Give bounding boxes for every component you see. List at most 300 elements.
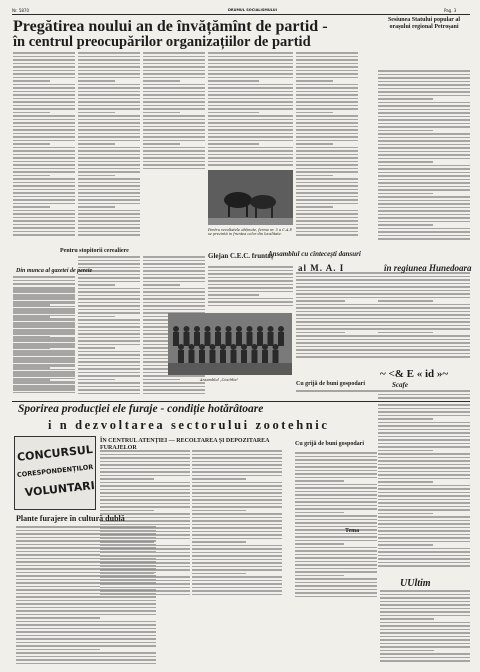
text-line — [378, 404, 470, 406]
text-line — [295, 470, 377, 472]
text-line — [16, 652, 156, 654]
text-line — [192, 513, 282, 515]
text-line — [295, 589, 377, 591]
text-line — [378, 328, 470, 330]
text-line — [143, 382, 205, 384]
text-line — [78, 344, 140, 346]
text-line — [13, 390, 75, 392]
text-line — [13, 91, 75, 93]
text-line — [143, 295, 205, 297]
text-line — [13, 143, 50, 145]
text-line — [296, 279, 378, 281]
text-line — [16, 526, 156, 528]
text-line — [296, 84, 358, 86]
text-line — [13, 73, 75, 75]
text-line — [78, 157, 140, 159]
text-line — [13, 231, 75, 233]
text-line — [296, 101, 358, 103]
person-figure — [226, 326, 232, 332]
text-line — [378, 537, 470, 539]
text-line — [378, 499, 470, 501]
text-line — [100, 471, 190, 473]
person-figure — [173, 332, 179, 346]
text-line — [16, 663, 156, 665]
text-line — [378, 126, 470, 128]
text-line — [192, 566, 282, 568]
text-line — [378, 119, 470, 121]
text-line — [78, 154, 140, 156]
text-line — [13, 386, 75, 388]
text-line — [296, 56, 358, 58]
person-figure — [205, 326, 211, 332]
text-line — [143, 70, 205, 72]
person-figure — [247, 332, 253, 346]
text-line — [296, 304, 378, 306]
text-line — [378, 415, 470, 417]
text-line — [208, 150, 293, 152]
page-number: Pag. 3 — [444, 8, 457, 13]
text-line — [78, 386, 140, 388]
text-line — [13, 323, 75, 325]
text-line — [295, 459, 377, 461]
group-illustration — [168, 313, 292, 375]
scafe-heading: Scafe — [392, 381, 408, 389]
text-line — [78, 101, 140, 103]
text-line — [296, 66, 358, 68]
text-line — [380, 660, 470, 662]
text-line — [378, 325, 470, 327]
ansamblul-sub-right: în regiunea Hunedoara — [384, 263, 472, 273]
text-line — [296, 115, 358, 117]
text-line — [295, 519, 377, 521]
text-line — [296, 150, 358, 152]
text-line — [16, 617, 100, 619]
text-line — [13, 140, 75, 142]
text-line — [378, 179, 470, 181]
text-line — [78, 361, 140, 363]
text-line — [78, 291, 140, 293]
text-line — [13, 157, 75, 159]
text-line — [378, 530, 470, 532]
text-line — [295, 501, 377, 503]
text-line — [192, 573, 246, 575]
text-line — [296, 300, 345, 302]
text-line — [143, 84, 205, 86]
text-line — [16, 628, 156, 630]
concurs-box — [14, 436, 96, 510]
text-line — [78, 59, 140, 61]
text-line — [208, 91, 293, 93]
text-line — [192, 569, 282, 571]
text-line — [378, 432, 470, 434]
text-line — [192, 590, 282, 592]
text-line — [16, 579, 156, 581]
text-line — [78, 284, 115, 286]
text-line — [16, 600, 156, 602]
text-line — [78, 375, 140, 377]
text-line — [296, 234, 358, 236]
text-line — [208, 59, 293, 61]
text-column — [13, 288, 75, 396]
group-caption: Ansamblul „Ciocîrlia" — [200, 378, 239, 382]
text-column — [208, 52, 293, 168]
text-line — [78, 217, 140, 219]
text-line — [143, 80, 180, 82]
person-figure — [199, 344, 205, 350]
text-line — [378, 130, 433, 132]
text-line — [13, 94, 75, 96]
text-line — [296, 283, 378, 285]
text-line — [378, 425, 470, 427]
text-line — [378, 562, 470, 564]
text-line — [13, 63, 75, 65]
text-line — [378, 175, 470, 177]
text-line — [208, 98, 293, 100]
text-line — [16, 582, 156, 584]
text-line — [143, 274, 205, 276]
group-photo — [168, 313, 292, 375]
text-line — [295, 515, 377, 517]
text-line — [13, 129, 75, 131]
text-line — [13, 224, 75, 226]
person-figure — [231, 344, 237, 350]
text-line — [378, 283, 470, 285]
text-line — [208, 73, 293, 75]
text-line — [378, 307, 470, 309]
text-line — [295, 585, 377, 587]
text-line — [13, 309, 75, 311]
text-line — [295, 522, 377, 524]
text-line — [192, 510, 246, 512]
text-line — [296, 328, 378, 330]
text-line — [378, 207, 470, 209]
text-line — [143, 267, 205, 269]
text-line — [378, 548, 470, 550]
text-line — [192, 576, 282, 578]
text-line — [192, 506, 282, 508]
text-line — [208, 280, 293, 282]
text-line — [13, 351, 75, 353]
lead-headline-line2: în centrul preocupărilor organizațiilor de partid — [13, 34, 311, 50]
person-figure — [241, 344, 247, 350]
text-line — [378, 453, 470, 455]
text-line — [296, 318, 378, 320]
text-line — [13, 295, 75, 297]
text-line — [208, 108, 293, 110]
text-line — [78, 309, 140, 311]
text-column — [380, 590, 470, 665]
banner-rule-top — [12, 401, 470, 402]
text-line — [143, 291, 205, 293]
text-line — [378, 238, 470, 240]
text-line — [192, 468, 282, 470]
text-line — [100, 499, 190, 501]
text-line — [78, 305, 140, 307]
text-line — [100, 454, 190, 456]
text-line — [378, 565, 470, 567]
person-figure — [252, 350, 258, 363]
text-line — [208, 87, 293, 89]
text-line — [78, 91, 140, 93]
text-line — [378, 485, 470, 487]
text-column — [296, 52, 358, 238]
text-line — [143, 309, 205, 311]
person-figure — [236, 326, 242, 332]
text-line — [378, 527, 470, 529]
svg-text:CORESPONDENȚILOR: CORESPONDENȚILOR — [16, 462, 94, 479]
text-line — [378, 231, 470, 233]
text-line — [13, 70, 75, 72]
text-line — [13, 341, 75, 343]
person-figure — [278, 332, 284, 346]
right-article-title: Cu grijă de buni gospodari — [295, 441, 365, 447]
text-line — [378, 88, 470, 90]
text-line — [143, 281, 205, 283]
text-line — [380, 643, 470, 645]
text-line — [378, 235, 470, 237]
text-line — [295, 491, 377, 493]
text-line — [16, 624, 156, 626]
text-line — [378, 439, 470, 441]
text-line — [13, 154, 75, 156]
text-line — [13, 348, 50, 350]
text-column — [16, 526, 156, 666]
text-line — [192, 538, 282, 540]
text-line — [13, 199, 75, 201]
text-line — [100, 478, 154, 480]
text-line — [208, 105, 293, 107]
text-line — [296, 164, 358, 166]
person-figure — [231, 350, 237, 363]
text-line — [78, 277, 140, 279]
text-line — [296, 356, 378, 358]
text-line — [192, 534, 282, 536]
text-line — [378, 182, 470, 184]
text-line — [295, 564, 377, 566]
text-line — [16, 565, 156, 567]
text-line — [295, 592, 377, 594]
text-line — [380, 618, 434, 620]
text-line — [208, 63, 293, 65]
text-line — [13, 161, 75, 163]
text-line — [143, 389, 205, 391]
text-line — [380, 608, 470, 610]
text-line — [295, 526, 377, 528]
text-line — [296, 59, 358, 61]
text-line — [296, 231, 358, 233]
text-line — [295, 554, 377, 556]
text-line — [13, 112, 50, 114]
svg-text:VOLUNTARI: VOLUNTARI — [24, 478, 95, 500]
text-line — [143, 87, 205, 89]
text-line — [16, 631, 156, 633]
text-line — [13, 119, 75, 121]
text-line — [13, 337, 75, 339]
text-line — [378, 516, 470, 518]
text-line — [208, 143, 259, 145]
text-line — [78, 199, 140, 201]
text-line — [295, 487, 377, 489]
text-line — [16, 547, 156, 549]
person-figure — [194, 326, 200, 332]
text-line — [296, 157, 358, 159]
person-figure — [210, 350, 216, 363]
text-column — [296, 272, 378, 362]
text-line — [380, 657, 470, 659]
text-line — [13, 283, 75, 285]
text-line — [13, 292, 75, 294]
text-line — [295, 536, 377, 538]
text-line — [13, 115, 75, 117]
text-line — [378, 446, 470, 448]
text-column — [378, 70, 470, 244]
text-line — [378, 332, 433, 334]
text-line — [378, 137, 470, 139]
text-line — [208, 301, 293, 303]
text-line — [143, 101, 205, 103]
text-line — [143, 108, 205, 110]
text-column — [78, 52, 140, 238]
text-line — [78, 112, 115, 114]
text-line — [16, 572, 156, 574]
text-line — [295, 578, 377, 580]
text-line — [378, 112, 470, 114]
text-line — [100, 489, 190, 491]
text-line — [16, 540, 156, 542]
text-line — [295, 456, 377, 458]
text-line — [378, 116, 470, 118]
text-line — [78, 140, 140, 142]
text-line — [13, 185, 75, 187]
text-line — [78, 368, 140, 370]
text-line — [378, 429, 470, 431]
person-figure — [215, 332, 221, 346]
text-line — [13, 133, 75, 135]
text-line — [208, 298, 293, 300]
text-line — [78, 351, 140, 353]
text-line — [296, 286, 378, 288]
text-line — [13, 217, 75, 219]
text-line — [143, 256, 205, 258]
person-figure — [173, 326, 179, 332]
text-line — [143, 164, 205, 166]
text-line — [378, 349, 470, 351]
text-line — [296, 133, 358, 135]
text-line — [16, 558, 156, 560]
text-line — [378, 70, 470, 72]
text-line — [100, 482, 190, 484]
person-figure — [189, 350, 195, 363]
text-line — [378, 397, 470, 399]
text-line — [380, 622, 470, 624]
text-line — [378, 474, 470, 476]
text-line — [378, 551, 470, 553]
text-line — [378, 196, 470, 198]
text-line — [296, 98, 358, 100]
text-line — [13, 52, 75, 54]
text-line — [378, 214, 470, 216]
text-line — [296, 77, 358, 79]
text-line — [378, 154, 470, 156]
text-line — [296, 210, 358, 212]
text-line — [208, 270, 293, 272]
text-line — [78, 119, 140, 121]
text-line — [380, 650, 434, 652]
text-line — [208, 273, 293, 275]
text-line — [78, 129, 140, 131]
text-line — [192, 464, 282, 466]
text-line — [295, 550, 377, 552]
text-line — [78, 227, 140, 229]
lead-headline-line1: Pregătirea noului an de învățămînt de partid - — [13, 18, 328, 35]
text-line — [78, 182, 140, 184]
text-line — [378, 77, 470, 79]
text-line — [13, 105, 75, 107]
text-line — [78, 316, 115, 318]
text-line — [208, 122, 293, 124]
text-line — [143, 133, 205, 135]
text-line — [100, 464, 190, 466]
text-line — [378, 502, 470, 504]
text-line — [208, 52, 293, 54]
text-line — [143, 270, 205, 272]
text-line — [78, 133, 140, 135]
text-line — [16, 603, 156, 605]
ornament-heading: ~ <& E « id »~ — [380, 368, 449, 380]
text-line — [78, 98, 140, 100]
person-figure — [262, 344, 268, 350]
text-line — [378, 123, 470, 125]
text-line — [78, 147, 140, 149]
text-line — [208, 284, 293, 286]
text-line — [208, 119, 293, 121]
text-line — [13, 383, 75, 385]
text-line — [296, 314, 378, 316]
text-line — [16, 635, 156, 637]
text-line — [100, 524, 190, 526]
text-line — [378, 147, 470, 149]
text-line — [100, 485, 190, 487]
text-line — [16, 593, 156, 595]
text-line — [13, 66, 75, 68]
text-line — [16, 621, 156, 623]
text-line — [378, 151, 470, 153]
text-line — [16, 561, 156, 563]
text-line — [378, 91, 470, 93]
text-line — [78, 52, 140, 54]
text-line — [143, 112, 180, 114]
person-figure — [252, 344, 258, 350]
text-line — [208, 164, 293, 166]
text-line — [296, 213, 358, 215]
text-line — [296, 390, 378, 392]
text-line — [296, 276, 378, 278]
newspaper-name: DRUMUL SOCIALISMULUI — [228, 8, 277, 12]
text-line — [378, 102, 470, 104]
text-column — [192, 450, 282, 600]
text-line — [192, 485, 282, 487]
text-line — [16, 645, 156, 647]
text-line — [78, 347, 115, 349]
text-line — [296, 332, 345, 334]
text-line — [295, 596, 377, 598]
text-line — [143, 379, 180, 381]
text-line — [13, 178, 75, 180]
text-line — [192, 531, 282, 533]
text-line — [100, 492, 190, 494]
text-line — [378, 534, 470, 536]
text-line — [16, 533, 156, 535]
